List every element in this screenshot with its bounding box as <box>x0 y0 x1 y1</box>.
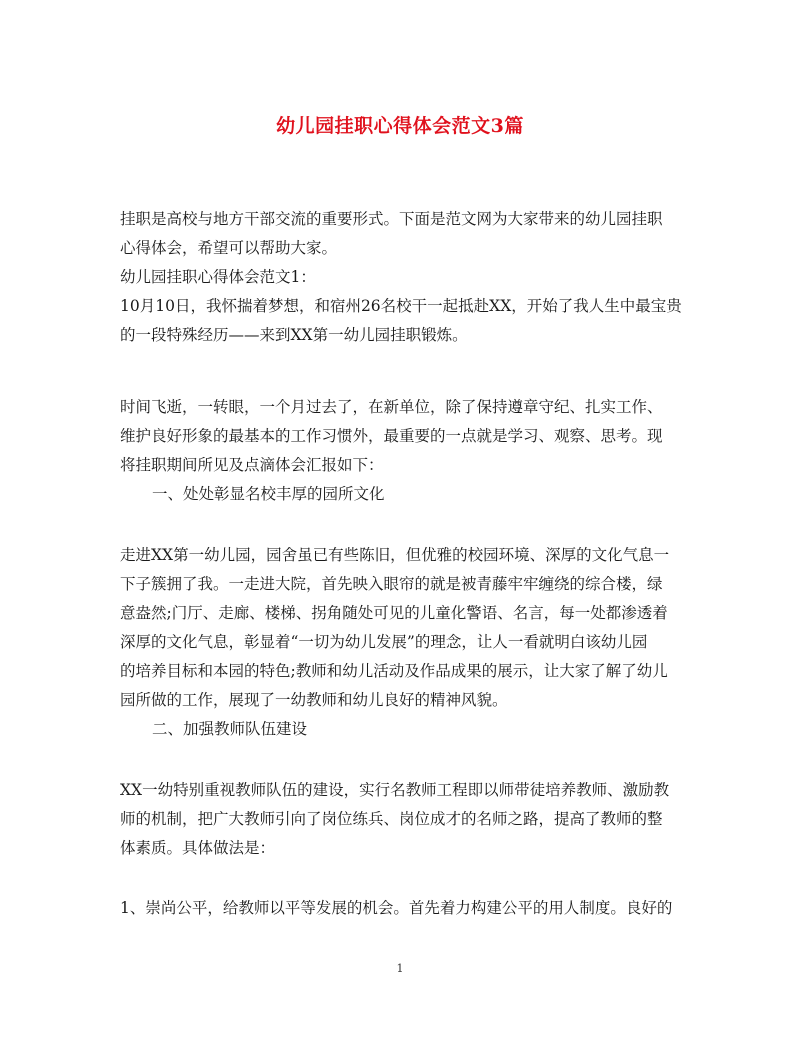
paragraph-line: 师的机制，把广大教师引向了岗位练兵、岗位成才的名师之路，提高了教师的整 <box>120 810 663 828</box>
paragraph-line: 心得体会，希望可以帮助大家。 <box>120 239 338 257</box>
paragraph-line: 时间飞逝，一转眼，一个月过去了，在新单位，除了保持遵章守纪、扎实工作、 <box>120 398 663 416</box>
document-title: 幼儿园挂职心得体会范文3篇 <box>276 115 524 137</box>
paragraph-line: 深厚的文化气息，彰显着“一切为幼儿发展”的理念，让人一看就明白该幼儿园 <box>120 633 648 651</box>
paragraph-line: XX一幼特别重视教师队伍的建设，实行名教师工程即以师带徒培养教师、激励教 <box>120 781 670 799</box>
paragraph-line: 园所做的工作，展现了一幼教师和幼儿良好的精神风貌。 <box>120 691 508 709</box>
subsection-heading: 一、处处彰显名校丰厚的园所文化 <box>152 485 385 503</box>
paragraph-line: 10月10日，我怀揣着梦想，和宿州26名校干一起抵赴XX，开始了我人生中最宝贵 <box>120 297 682 315</box>
paragraph-line: 意盎然;门厅、走廊、楼梯、拐角随处可见的儿童化警语、名言，每一处都渗透着 <box>120 604 668 622</box>
page-number: 1 <box>396 962 404 975</box>
subsection-heading: 二、加强教师队伍建设 <box>152 720 308 738</box>
paragraph-line: 将挂职期间所见及点滴体会汇报如下： <box>120 456 384 474</box>
section-heading: 幼儿园挂职心得体会范文1： <box>120 268 316 286</box>
paragraph-line: 的培养目标和本园的特色;教师和幼儿活动及作品成果的展示，让大家了解了幼儿 <box>120 662 668 680</box>
paragraph-line: 体素质。具体做法是： <box>120 839 276 857</box>
paragraph-line: 维护良好形象的最基本的工作习惯外，最重要的一点就是学习、观察、思考。现 <box>120 427 663 445</box>
paragraph-line: 的一段特殊经历——来到XX第一幼儿园挂职锻炼。 <box>120 326 468 344</box>
paragraph-line: 下子簇拥了我。一走进大院，首先映入眼帘的就是被青藤牢牢缠绕的综合楼，绿 <box>120 575 663 593</box>
paragraph-line: 1、崇尚公平，给教师以平等发展的机会。首先着力构建公平的用人制度。良好的 <box>120 899 673 917</box>
paragraph-line: 挂职是高校与地方干部交流的重要形式。下面是范文网为大家带来的幼儿园挂职 <box>120 210 663 228</box>
paragraph-line: 走进XX第一幼儿园，园舍虽已有些陈旧，但优雅的校园环境、深厚的文化气息一 <box>120 546 670 564</box>
